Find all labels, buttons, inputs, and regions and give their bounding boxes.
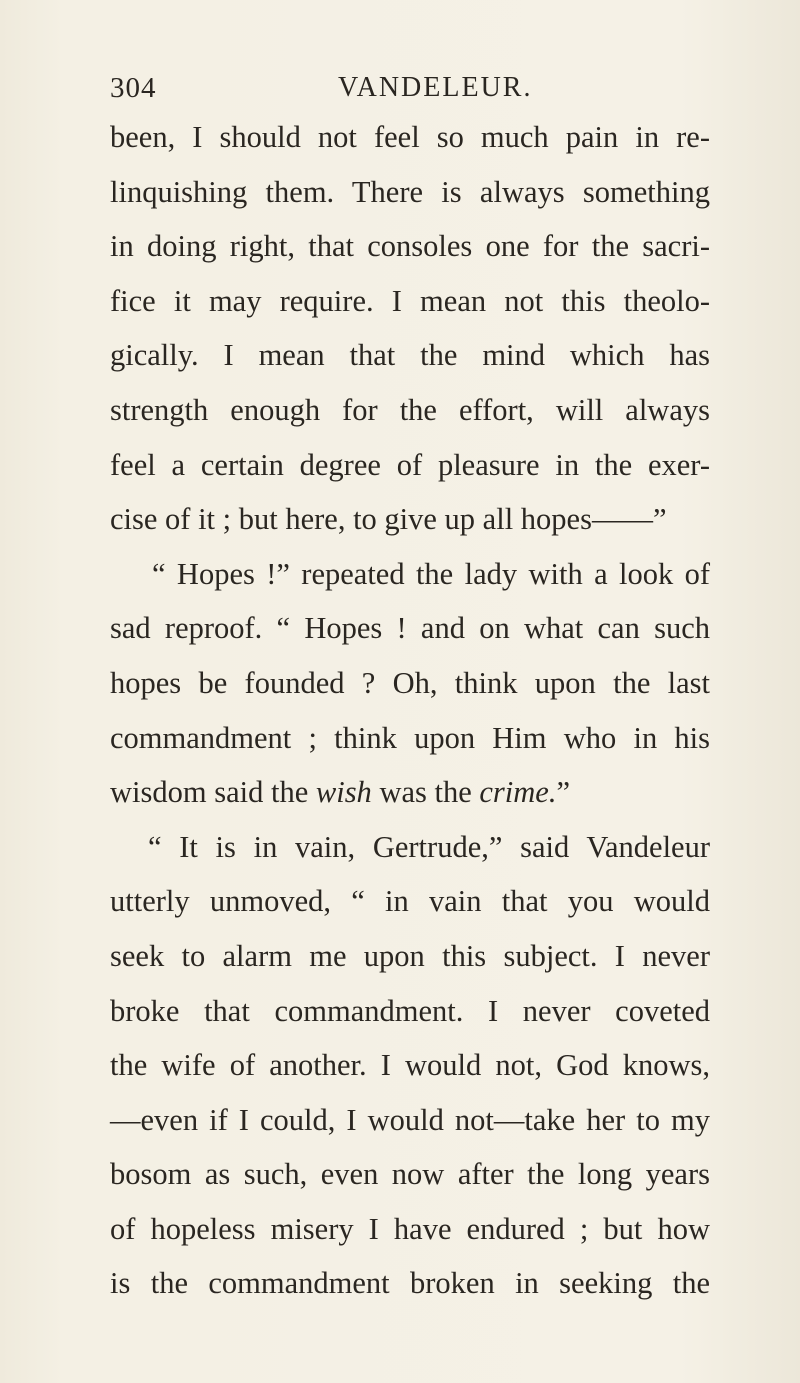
text-line: “ Hopes !” repeated the lady with a look of [152, 556, 710, 591]
text-line: broke that commandment. I never coveted [110, 993, 710, 1028]
text-segment: wisdom said the [110, 775, 316, 810]
text-line: the wife of another. I would not, God knows, [110, 1048, 710, 1083]
italic-word-wish: wish [315, 775, 372, 810]
text-line: “ It is in vain, Gertrude,” said Vandeleur [148, 829, 710, 864]
text-line: fice it may require. I mean not this theolo- [110, 283, 710, 318]
text-line: commandment ; think upon Him who in his [110, 720, 710, 755]
closing-quote: ” [556, 775, 571, 810]
running-title: VANDELEUR. [338, 72, 533, 103]
text-line: of hopeless misery I have endured ; but how [110, 1211, 710, 1246]
text-line: bosom as such, even now after the long years [110, 1157, 710, 1192]
text-line: —even if I could, I would not—take her to my [110, 1102, 710, 1137]
page-number: 304 [110, 72, 157, 104]
text-line: cise of it ; but here, to give up all hopes——” [110, 502, 667, 537]
italic-word-crime: crime. [479, 775, 557, 810]
text-line: strength enough for the effort, will always [110, 392, 710, 427]
text-line: linquishing them. There is always something [110, 174, 710, 209]
body-text [110, 110, 710, 1311]
text-line: hopes be founded ? Oh, think upon the last [110, 665, 710, 700]
page-header [110, 72, 710, 112]
text-line: feel a certain degree of pleasure in the exer- [110, 447, 710, 482]
text-line: sad reproof. “ Hopes ! and on what can such [110, 611, 710, 646]
text-line: is the commandment broken in seeking the [110, 1266, 710, 1301]
text-line: been, I should not feel so much pain in re- [110, 120, 710, 154]
text-line: gically. I mean that the mind which has [110, 338, 710, 373]
text-line: in doing right, that consoles one for the sacri- [110, 229, 710, 264]
text-line: seek to alarm me upon this subject. I never [110, 938, 710, 973]
text-line-with-italics [110, 765, 710, 820]
text-line: utterly unmoved, “ in vain that you would [110, 884, 710, 919]
text-segment: was the [371, 775, 480, 810]
